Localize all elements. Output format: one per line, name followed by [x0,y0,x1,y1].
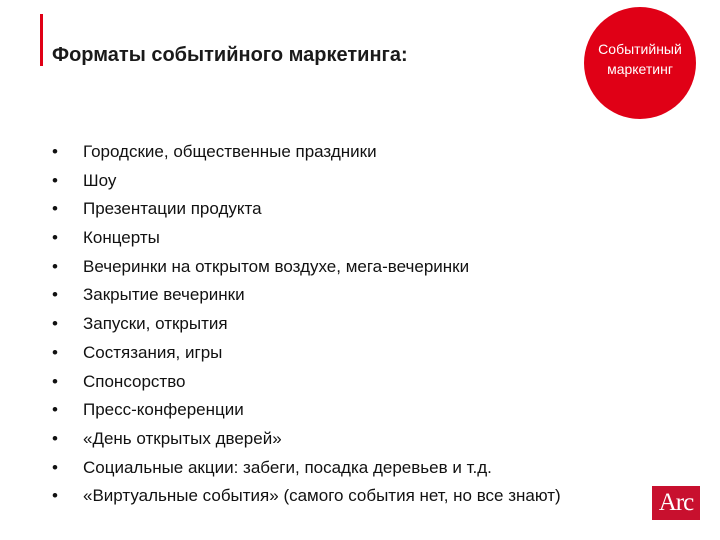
badge-label-line-2: маркетинг [607,61,673,77]
list-item-text: Состязания, игры [83,342,223,362]
bullet-icon: • [52,170,58,190]
list-item-text: «Виртуальные события» (самого события нет, но все знают) [83,486,561,506]
bullet-icon: • [52,428,58,448]
list-item-text: Социальные акции: забеги, посадка деревьев и т.д. [83,457,492,477]
list-item [52,314,561,343]
list-item-text: Презентации продукта [83,199,262,219]
title-accent-bar [40,14,43,66]
list-item [52,372,561,401]
list-item [52,486,561,515]
bullet-icon: • [52,199,58,219]
badge-label [588,39,692,79]
list-item [52,171,561,200]
arc-logo: Arc [652,486,700,520]
list-item [52,142,561,171]
list-item [52,285,561,314]
bullet-icon: • [52,486,58,506]
badge-label-line-1: Событийный [598,41,682,57]
slide-title: Форматы событийного маркетинга: [52,44,408,66]
list-item [52,458,561,487]
list-item-text: «День открытых дверей» [83,428,282,448]
bullet-icon: • [52,371,58,391]
bullet-icon: • [52,228,58,248]
bullet-icon: • [52,342,58,362]
list-item-text: Спонсорство [83,371,186,391]
topic-badge [584,7,696,119]
list-item-text: Пресс-конференции [83,400,244,420]
list-item [52,343,561,372]
list-item [52,429,561,458]
list-item-text: Шоу [83,170,117,190]
bullet-icon: • [52,256,58,276]
bullet-icon: • [52,400,58,420]
list-item [52,228,561,257]
list-item-text: Вечеринки на открытом воздухе, мега-вечеринки [83,256,470,276]
bullet-icon: • [52,314,58,334]
list-item-text: Закрытие вечеринки [83,285,245,305]
bullet-icon: • [52,285,58,305]
list-item-text: Концерты [83,228,160,248]
bullet-icon: • [52,457,58,477]
list-item-text: Городские, общественные праздники [83,142,377,161]
list-item [52,400,561,429]
formats-bullet-list [52,142,561,515]
list-item [52,199,561,228]
list-item [52,257,561,286]
bullet-icon: • [52,142,58,161]
list-item-text: Запуски, открытия [83,314,228,334]
